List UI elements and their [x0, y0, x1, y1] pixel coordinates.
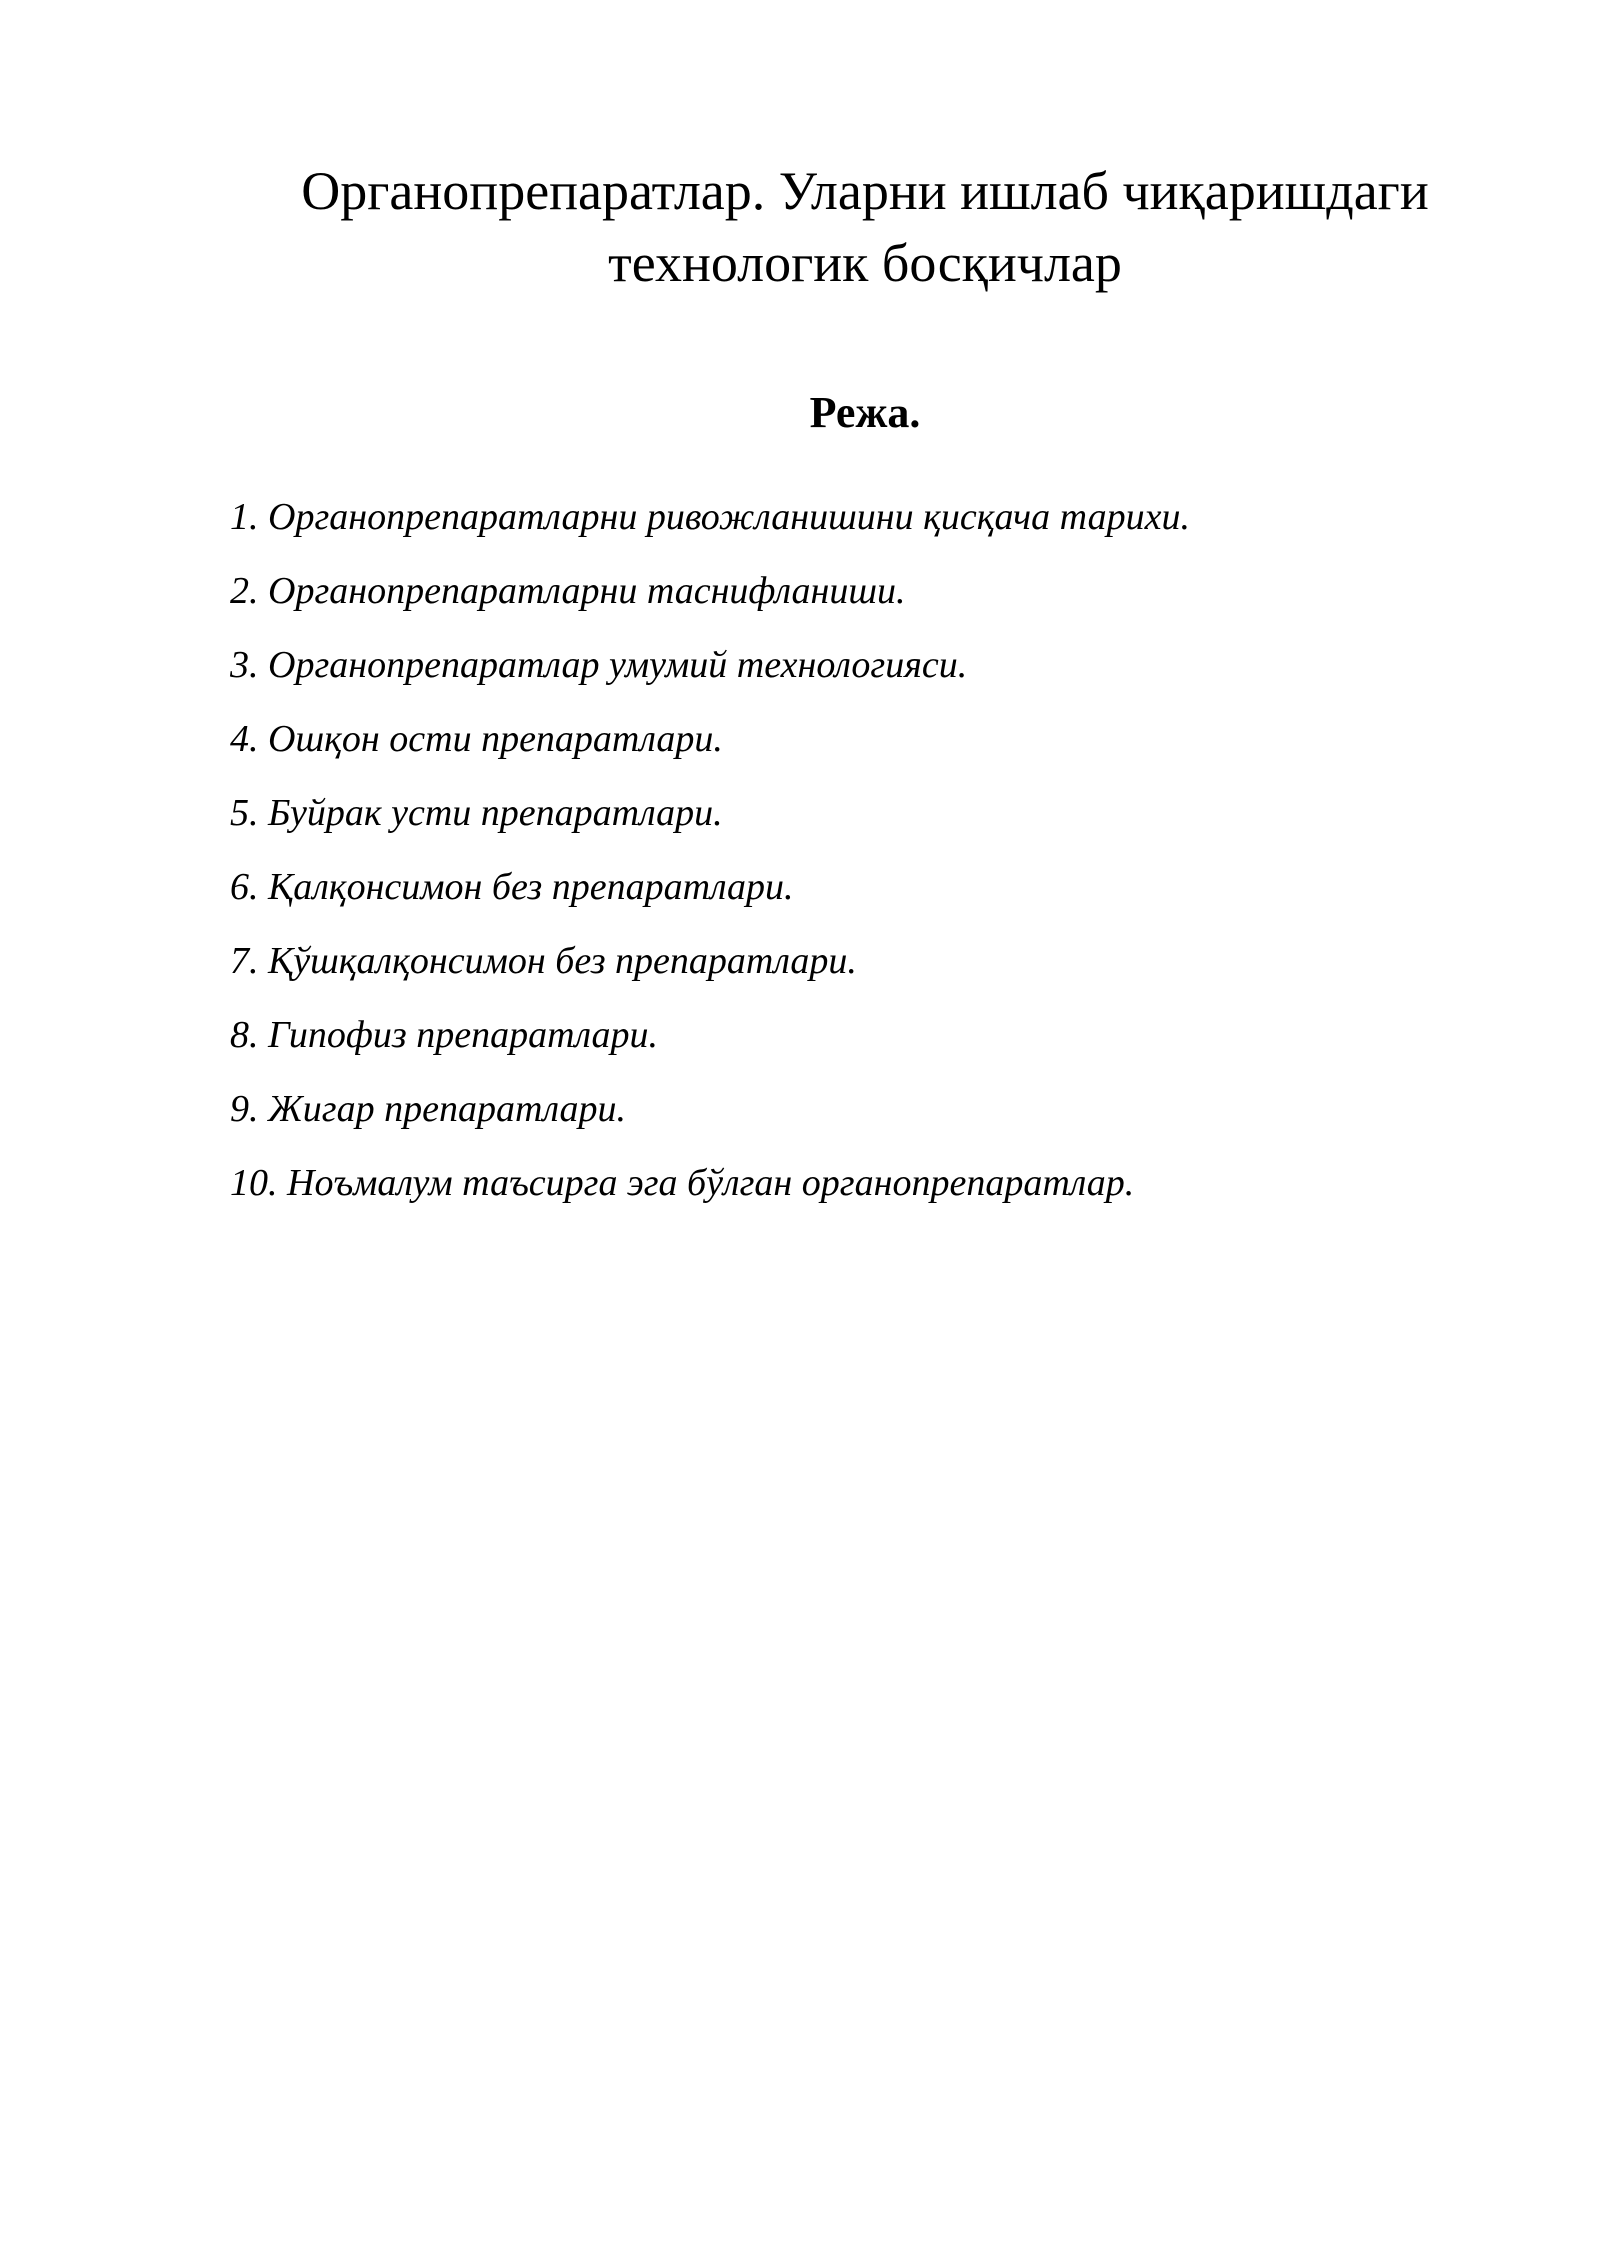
- plan-item-6: 6. Қалқонсимон без препаратлари.: [230, 866, 794, 908]
- document-title-line-2: технологик босқичлар: [608, 233, 1122, 293]
- plan-item-8: 8. Гипофиз препаратлари.: [230, 1014, 659, 1056]
- document-title: [200, 155, 1530, 299]
- plan-item-7: 7. Қўшқалқонсимон без препаратлари.: [230, 940, 857, 982]
- plan-item-10: 10. Ноъмалум таъсирга эга бўлган органопрепаратлар.: [230, 1162, 1135, 1204]
- plan-list: [230, 480, 1480, 1220]
- plan-item-2: 2. Органопрепаратларни таснифланиши.: [230, 570, 906, 612]
- plan-item-5: 5. Буйрак усти препаратлари.: [230, 792, 723, 834]
- plan-item-1: 1. Органопрепаратларни ривожланишини қисқача тарихи.: [230, 496, 1190, 538]
- plan-heading: Режа.: [809, 388, 921, 437]
- document-title-line-1: Органопрепаратлар. Уларни ишлаб чиқаришдаги: [301, 161, 1429, 221]
- plan-item-3: 3. Органопрепаратлар умумий технологияси.: [230, 644, 968, 686]
- plan-item-9: 9. Жигар препаратлари.: [230, 1088, 626, 1130]
- plan-item-4: 4. Ошқон ости препаратлари.: [230, 718, 723, 760]
